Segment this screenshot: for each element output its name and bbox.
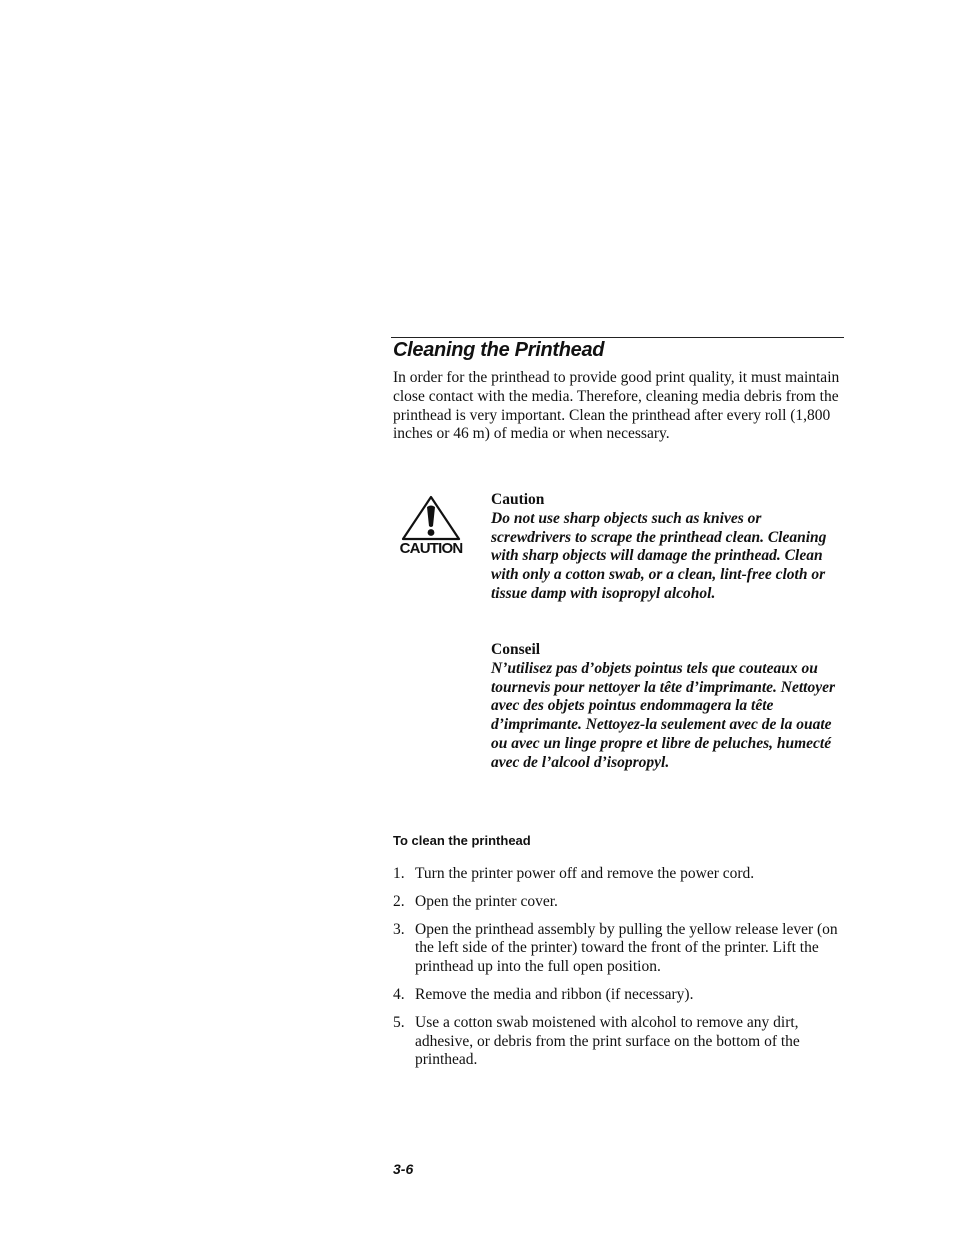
- caution-text: Do not use sharp objects such as knives or screwdrivers to scrape the printhead clean. Cleaning with sharp objects will damage the printhead. Clean with only a cotton swab, or a clean, lint-free cloth or tissue damp with isopropyl alcohol.: [491, 509, 827, 602]
- procedure-title: To clean the printhead: [393, 833, 531, 848]
- conseil-text: N’utilisez pas d’objets pointus tels que couteaux ou tournevis pour nettoyer la tête d’imprimante. Nettoyer avec des objets pointus endommagera la tête d’imprimante. Nettoyez-la seulement avec de la ouate ou avec un linge propre et libre de peluches, humecté avec de l’alcool d’isopropyl.: [491, 659, 835, 771]
- step-number: 3.: [393, 920, 405, 938]
- step-text: Use a cotton swab moistened with alcohol to remove any dirt, adhesive, or debris from the print surface on the bottom of the printhead.: [415, 1013, 800, 1069]
- caution-icon-label: CAUTION: [399, 540, 463, 557]
- caution-note: [491, 491, 836, 604]
- conseil-heading: Conseil: [491, 641, 541, 658]
- step-item: [393, 893, 848, 912]
- step-number: 5.: [393, 1013, 405, 1031]
- intro-paragraph: In order for the printhead to provide good print quality, it must maintain close contact with the media. Therefore, cleaning media debris from the printhead is very important. Clean the printhead after every roll (1,800 inches or 46 m) of media or when necessary.: [393, 369, 840, 443]
- step-text: Remove the media and ribbon (if necessary).: [415, 985, 694, 1003]
- step-number: 2.: [393, 892, 405, 910]
- procedure-steps: [393, 865, 848, 1079]
- caution-triangle-icon: [398, 494, 464, 558]
- step-text: Open the printer cover.: [415, 892, 558, 910]
- step-item: [393, 865, 848, 884]
- step-text: Turn the printer power off and remove the power cord.: [415, 865, 755, 882]
- step-item: [393, 986, 848, 1005]
- step-number: 1.: [393, 865, 405, 882]
- page-number: 3-6: [393, 1161, 414, 1177]
- step-item: [393, 921, 848, 977]
- section-title: Cleaning the Printhead: [393, 339, 605, 361]
- caution-heading: Caution: [491, 491, 545, 508]
- step-text: Open the printhead assembly by pulling the yellow release lever (on the left side of the printer) toward the front of the printer. Lift the printhead up into the full open position.: [415, 920, 838, 976]
- conseil-note: [491, 641, 836, 773]
- step-number: 4.: [393, 985, 405, 1003]
- section-rule: [391, 337, 844, 338]
- step-item: [393, 1014, 848, 1070]
